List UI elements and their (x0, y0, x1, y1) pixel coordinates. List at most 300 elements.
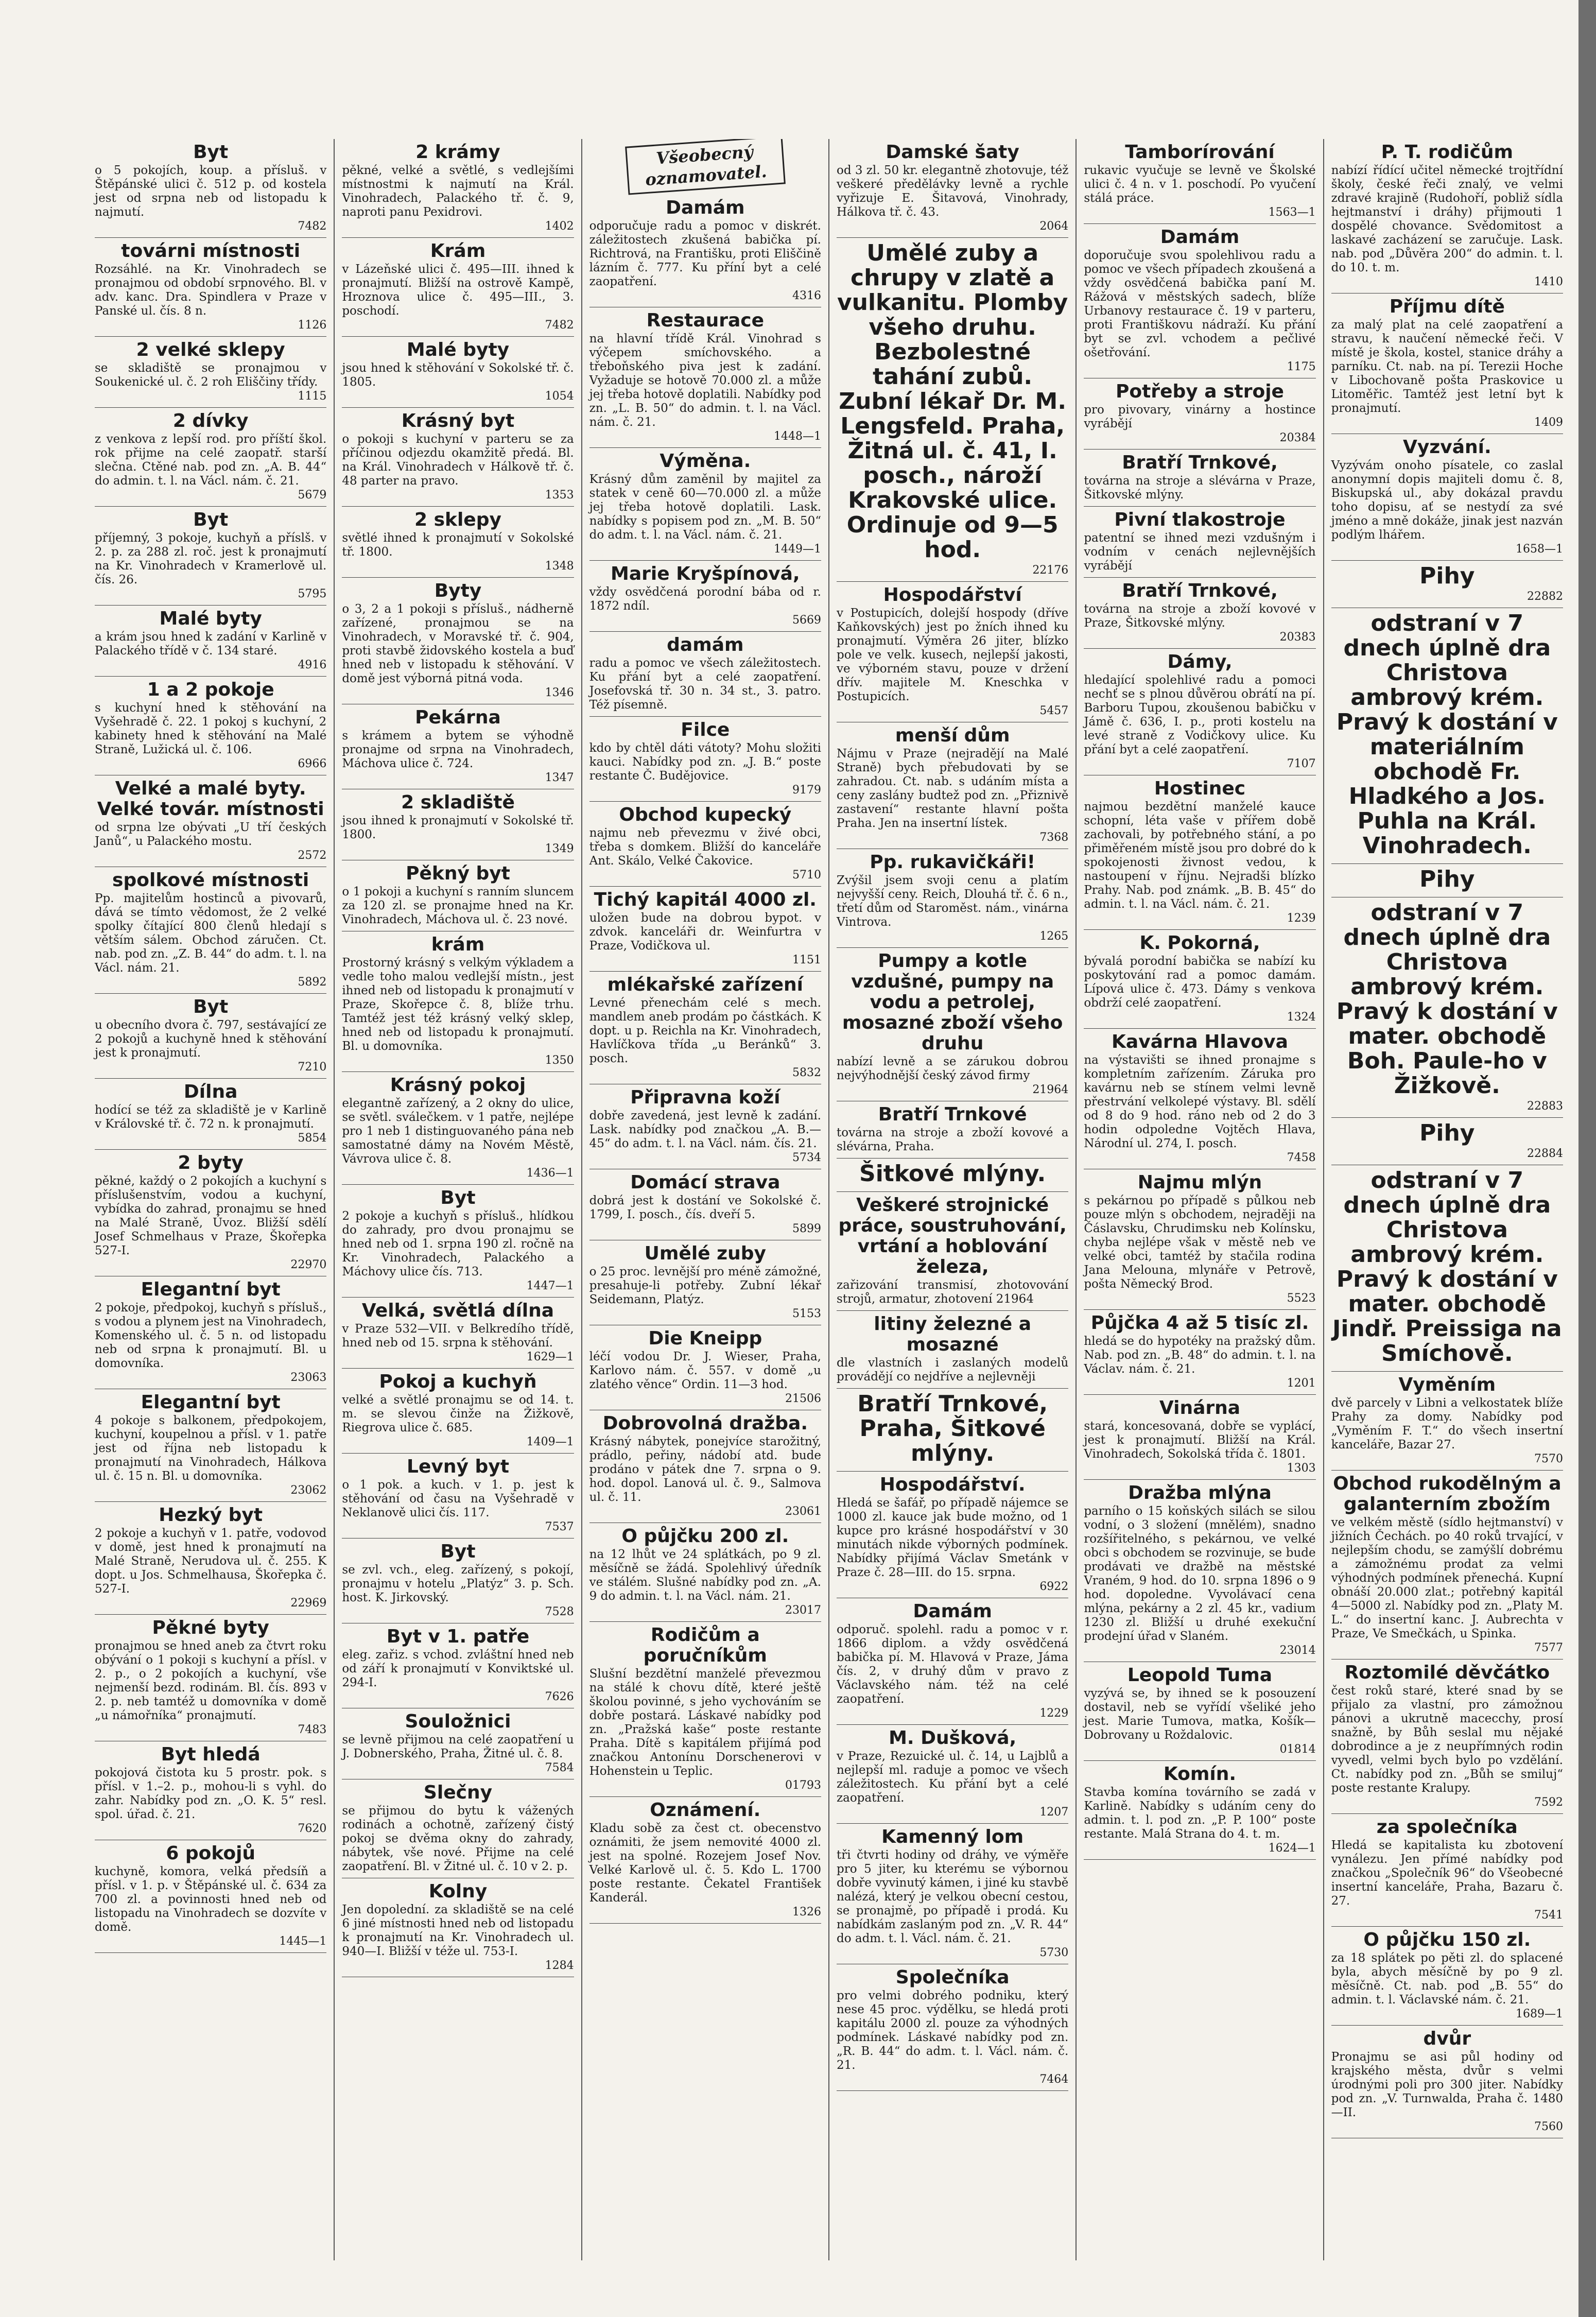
classified-ad (342, 337, 574, 408)
ad-heading: Elegantní byt (141, 1392, 281, 1413)
ad-heading: Rodičům a poručníkům (643, 1624, 767, 1666)
ad-heading: Byt (193, 509, 229, 530)
classified-ad (589, 1797, 821, 1924)
classified-ad (589, 887, 821, 972)
ad-number: 1239 (1287, 912, 1316, 925)
ad-heading: 2 dívky (172, 410, 249, 431)
banner-line: oznamovatel. (644, 161, 768, 190)
classified-ad (589, 1622, 821, 1797)
classified-ad (95, 1615, 326, 1741)
classified-ad (837, 238, 1068, 582)
ad-text: hledající spolehlivé radu a pomoci nechť se s plnou důvěrou obrátí na pí. Barboru Tupou, zkoušenou babičku v Jámě č. 636, I. p., proti kostelu na levé straně z Vodičkovy ulice. Ku přání byt a celé zaopatření. (1084, 673, 1316, 756)
classified-ad (1084, 224, 1315, 378)
ad-number: 21506 (785, 1392, 821, 1405)
ad-number: 5734 (792, 1151, 821, 1164)
ad-number: 22970 (290, 1258, 327, 1271)
ad-text: za malý plat na celé zaopatření a stravu, k naučení německé řeči. V místě je škola, kostel, stanice dráhy a parníku. Ct. nab. na pí. Terezii Hoche v Libochovaně pošta Praskovice u Litoměřic. Tamtéž jest letní byt k pronajmutí. (1331, 318, 1563, 415)
ad-number: 1284 (545, 1959, 574, 1972)
ad-heading: odstraní v 7 dnech úplně dra Christova ambrový krém. Pravý k dostání v materiálním obchodě Fr. Hladkého a Jos. Puhla na Král. Vinohradech. (1336, 610, 1558, 859)
classified-ad (589, 307, 821, 448)
ad-number: 23062 (290, 1484, 327, 1497)
ad-number: 1347 (545, 771, 574, 784)
ad-text: stará, koncesovaná, dobře se vyplácí, jest k pronajmutí. Bližší na Král. Vinohradech, Sokolská třída č. 1801. (1084, 1420, 1316, 1461)
ad-number: 1326 (792, 1906, 821, 1918)
ad-heading: Oznámení. (650, 1800, 761, 1821)
ad-number: 7541 (1534, 1909, 1563, 1922)
ad-number: 9179 (792, 784, 821, 797)
ad-number: 22882 (1526, 590, 1563, 603)
classified-ad (1084, 578, 1315, 649)
ad-number: 1624—1 (1268, 1842, 1316, 1855)
ad-heading: damám (667, 634, 744, 655)
ad-text: s krámem a bytem se výhodně pronajme od srpna na Vinohradech, Máchova ulice č. 724. (342, 729, 574, 770)
classified-ad (1084, 1761, 1315, 1860)
ad-number: 20383 (1279, 631, 1316, 644)
ad-text: světlé ihned k pronajmutí v Sokolské tř. 1800. (342, 531, 574, 559)
ad-number: 20384 (1279, 431, 1316, 444)
ad-heading: Malé byty (159, 608, 262, 629)
ad-number: 4316 (792, 289, 821, 302)
ad-heading: Damám (913, 1601, 992, 1622)
classified-ad (1331, 434, 1563, 561)
classified-ad (1084, 139, 1315, 224)
ad-number: 7570 (1534, 1453, 1563, 1465)
ad-text: Hledá se šafář, po případě nájemce se 1000 zl. kauce jak bude možno, od 1 kupce pro krásné hospodářství v 30 minutách nikde výborných podmínek. Nabídky přijímá Václav Smetánk v Praze č. 28—III. do 15. srpna. (836, 1496, 1069, 1579)
ad-text: najmou bezdětní manželé kauce schopní, léta vaše v přířem době zachovali, by potřebného stání, a po přiměřeném místě jsou pro dobré do k spokojenosti živnost vedou, k nastoupení v říjnu. Nejradši blízko Prahy. Nab. pod známk. „B. B. 45“ do admin. t. l. na Václ. nám. č. 21. (1084, 800, 1316, 911)
classified-ad (837, 1389, 1068, 1472)
ad-heading: 6 pokojů (166, 1843, 256, 1864)
ad-heading: Die Kneipp (648, 1328, 762, 1349)
classified-ad (95, 408, 326, 507)
ad-number: 1353 (545, 489, 574, 502)
ad-heading: M. Dušková, (889, 1727, 1017, 1749)
ad-heading: Umělé zuby (644, 1243, 766, 1264)
classified-ad (1331, 1927, 1563, 2026)
ad-heading: 2 velké sklepy (136, 339, 285, 360)
classified-ad (95, 139, 326, 238)
ad-column (88, 139, 335, 2260)
classified-ad (1331, 2026, 1563, 2138)
classified-ad (1084, 930, 1315, 1029)
ad-text: 4 pokoje s balkonem, předpokojem, kuchyní, koupelnou a přísl. v 1. patře jest od října neb listopadu k pronajmutí na Vinohradech, Hálkova ul. č. 15 n. Bl. u domovníka. (95, 1414, 327, 1483)
ad-text: ve velkém městě (sídlo hejtmanství) v jižních Čechách. po 40 roků trvající, v nejlepším chodu, se zamýšlí dobrému a zámožnému prodat za velmi výhodných podmínek přenechá. Kupní obnáší 20.000 zlat.; potřebný kapitál 4—5000 zl. Nabídky pod zn. „Platy M. L.“ do insertní kanc. J. Aubrechta v Praze, Ve Smečkách, u Spinka. (1331, 1516, 1563, 1640)
ad-text: pěkné, velké a světlé, s vedlejšími místnostmi k najmutí na Král. Vinohradech, Palackého tř. č. 9, naproti panu Pexidrovi. (342, 164, 574, 219)
classified-ad (1331, 1471, 1563, 1659)
ad-text: zařizování transmisí, zhotovování strojů, armatur, zhotovení 21964 (836, 1278, 1069, 1306)
ad-heading: Domácí strava (630, 1172, 780, 1193)
ad-heading: Dílna (183, 1081, 238, 1102)
ad-heading: odstraní v 7 dnech úplně dra Christova ambrový krém. Pravý k dostání v mater. obchodě Boh. Paule-ho v Žižkově. (1336, 900, 1558, 1099)
ad-text: bývalá porodní babička se nabízí ku poskytování rad a pomoc damám. Lípová ulice č. 473. Dámy s venkova obdrží celé zaopatření. (1084, 955, 1316, 1010)
ad-number: 7107 (1287, 757, 1316, 770)
ad-text: patentní se ihned mezi vzdušným i vodním v cenách nejlevnějších vyrábějí (1084, 531, 1316, 573)
ad-heading: Velká, světlá dílna (361, 1300, 554, 1321)
ad-heading: Byt (440, 1541, 476, 1562)
ad-text: eleg. zařiz. s vchod. zvláštní hned neb od září k pronajmutí v Konviktské ul. 294-I. (342, 1648, 574, 1689)
ad-number: 1445—1 (279, 1935, 327, 1948)
ad-text: v Lázeňské ulici č. 495—III. ihned k pronajmutí. Bližší na ostrově Kampě, Hroznova ulice č. 495—III., 3. poschodí. (342, 263, 574, 318)
ad-text: Vyzývám onoho písatele, co zaslal anonymní dopis majiteli domu č. 8, Biskupská ul., aby dokázal pravdu toho dopisu, ať se nestydí za své jméno a mně dokáže, jinak jest nazván podlým lhářem. (1331, 459, 1563, 542)
classified-ad (589, 1523, 821, 1622)
ad-number: 1410 (1534, 275, 1563, 288)
ad-number: 7368 (1039, 831, 1069, 844)
ad-heading: Šitkové mlýny. (859, 1161, 1046, 1187)
classified-ad (95, 1502, 326, 1615)
classified-ad (1084, 1029, 1315, 1169)
ad-heading: Malé byty (406, 339, 510, 360)
ad-number: 7620 (298, 1822, 327, 1835)
ad-heading: Damské šaty (886, 142, 1019, 163)
classified-ad (837, 1311, 1068, 1389)
ad-text: doporučuje svou spolehlivou radu a pomoc ve všech případech zkoušená a vždy osvědčená babička paní M. Rážová v městských sadech, blíže Urbanovy restaurace č. 19 v parteru, proti Františkovu nádraží. Ku přání byt se zvl. vchodem a pečlivé ošetřování. (1084, 249, 1316, 359)
ad-number: 1346 (545, 686, 574, 699)
ad-heading: Hostinec (1154, 778, 1246, 799)
ad-heading: Hezký byt (159, 1505, 263, 1526)
ad-heading: spolkové místnosti (112, 870, 309, 891)
classified-ad (589, 802, 821, 887)
ad-number: 7577 (1534, 1641, 1563, 1654)
ad-text: odporuč. spolehl. radu a pomoc v r. 1866 diplom. a vždy osvědčená babička pí. M. Hlavová v Praze, Jáma čís. 2, v druhý dům v pravo z Václavského nám. též na celé zaopatření. (836, 1623, 1069, 1706)
ad-number: 1151 (792, 954, 821, 966)
classified-ad (837, 1158, 1068, 1192)
ad-number: 5795 (298, 587, 327, 600)
ad-text: čest roků staré, které snad by se přijalo za vlastní, pro zámožnou pánovi a ukrutně macecchy, prosí snažně, by Bůh seslal mu nějaké dobrodince a je z neupřímných rodin vyvedl, velmi bych bylo po vzdělání. Ct. nabídky pod zn. „Bůh se smiluj“ poste restante Kralupy. (1331, 1684, 1563, 1795)
ad-text: Pp. majitelům hostinců a pivovarů, dává se tímto vědomost, že 2 velké spolky čítající 800 členů hledají s větším sálem. Obchod záručen. Ct. nab. pod zn. „Z. B. 44“ do adm. t. l. na Václ. nám. 21. (95, 892, 327, 975)
ad-heading: Pihy (1419, 866, 1475, 892)
ad-text: s pekárnou po případě s půlkou neb pouze mlýn s obchodem, nejraději na Čáslavsku, Chrudimsku neb Kolínsku, chyba nejlépe však v městě neb ve velké obci, tamtéž by stačila rodina Jana Melouna, mlynáře v Petrově, pošta Německý Brod. (1084, 1194, 1316, 1291)
classified-ad (342, 238, 574, 337)
ad-heading: mlékařské zařízení (607, 974, 803, 995)
classified-ad (589, 561, 821, 632)
ad-number: 7528 (545, 1605, 574, 1618)
ad-heading: Krám (430, 240, 486, 262)
ad-number: 6966 (298, 757, 327, 770)
ad-number: 22969 (290, 1597, 327, 1610)
classified-ad (1331, 561, 1563, 608)
ad-text: Slušní bezdětní manželé převezmou na stálé k chovu dítě, které ještě školou povinné, s jeho vychováním se dobře postará. Láskavé nabídky pod zn. „Pražská kaše“ poste restante Praha. Dítě s kapitálem přijímá pod značkou Antonínu Dorschenerovi v Hohenstein u Teplic. (589, 1667, 821, 1778)
ad-heading: Byty (434, 580, 482, 601)
ad-text: se přijmou do bytu k vážených rodinách a ochotně, zařízený čistý pokoj se dvěma okny do zahrady, nábytek, vše nové. Přijme na celé zaopatření. Bl. v Žitné ul. č. 10 v 2. p. (342, 1804, 574, 1873)
ad-number: 22883 (1526, 1100, 1563, 1113)
classified-ad (1331, 1372, 1563, 1471)
ad-heading: 2 krámy (415, 142, 500, 163)
ad-heading: Kamenný lom (881, 1826, 1024, 1847)
classified-ad (342, 860, 574, 931)
ad-number: 5899 (792, 1222, 821, 1235)
ad-column (1077, 139, 1324, 2260)
ad-heading: Potřeby a stroje (1115, 381, 1284, 402)
ad-number: 7210 (298, 1061, 327, 1074)
ad-heading: Komín. (1163, 1763, 1237, 1785)
ad-text: najmu neb převezmu v živé obci, třeba s domkem. Bližší do kanceláře Ant. Skálo, Velké Čakovice. (589, 826, 821, 868)
ad-text: kdo by chtěl dáti vátoty? Mohu složiti kauci. Nabídky pod zn. „J. B.“ poste restante Č. Budějovice. (589, 741, 821, 783)
ad-heading: Veškeré strojnické práce, soustruhování, vrtání a hoblování železa, (838, 1195, 1067, 1277)
ad-heading: Slečny (423, 1782, 493, 1803)
ad-text: továrna na stroje a zboží kovové v Praze, Šitkovské mlýny. (1084, 602, 1316, 630)
ad-number: 1207 (1039, 1806, 1069, 1819)
ad-heading: Obchod kupecký (619, 804, 792, 825)
ad-heading: Výměna. (660, 451, 751, 472)
classified-ad (95, 337, 326, 408)
ad-text: Hledá se kapitalista ku zbotovení vynálezu. Jen přímé nabídky pod značkou „Společník 96“ do Všeobecné insertní kanceláře, Praha, Bazaru č. 27. (1331, 1839, 1563, 1908)
ad-heading: Dámy, (1167, 651, 1233, 672)
ad-number: 1349 (545, 842, 574, 855)
ad-number: 7482 (298, 220, 327, 233)
classified-ad (1084, 1395, 1315, 1480)
ad-heading: Pěkný byt (406, 863, 510, 884)
ad-number: 5669 (792, 614, 821, 627)
ad-text: u obecního dvora č. 797, sestávající ze 2 pokojů a kuchyně hned k stěhování jest k pronajmutí. (95, 1018, 327, 1060)
ad-text: se skladiště se pronajmou v Soukenické ul. č. 2 roh Eliščiny třídy. (95, 361, 327, 389)
classified-ad (1084, 1169, 1315, 1310)
classified-ad (1084, 649, 1315, 775)
ad-number: 1689—1 (1515, 2008, 1563, 2020)
classified-ad (837, 1101, 1068, 1158)
ad-text: o 1 pok. a kuch. v 1. p. jest k stěhování od času na Vyšehradě v Neklanově ulici čís. 117. (342, 1478, 574, 1519)
classified-ad (1331, 293, 1563, 434)
classified-ad (1084, 507, 1315, 578)
classified-ad (1084, 1662, 1315, 1761)
classified-ad (589, 1410, 821, 1523)
classified-ad (1084, 1310, 1315, 1395)
ad-number: 6922 (1039, 1580, 1069, 1593)
classified-ad (95, 606, 326, 677)
ad-text: od 3 zl. 50 kr. elegantně zhotovuje, též veškeré předělávky levně a rychle vyřizuje E. Šitavová, Vinohrady, Hálkova tř. č. 43. (836, 164, 1069, 219)
ad-number: 5679 (298, 489, 327, 502)
ad-number: 1409—1 (526, 1436, 574, 1448)
ad-number: 1175 (1287, 360, 1316, 373)
ad-text: o 3, 2 a 1 pokoji s přísluš., nádherně zařízené, pronajmou se na Vinohradech, v Moravské tř. č. 904, proti stavbě židovského kostela a buď hned neb v listopadu k stěhování. V domě jest výborná pitná voda. (342, 602, 574, 685)
ad-heading: Dražba mlýna (1128, 1482, 1272, 1503)
classified-ad (95, 1741, 326, 1840)
ad-text: dvě parcely v Libni a velkostatek blíže Prahy za domy. Nabídky pod „Vyměním F. T.“ do všech insertní kanceláře, Bazar 27. (1331, 1396, 1563, 1451)
ad-text: Pronajmu se asi půl hodiny od krajského města, dvůr s velmi úrodnými poli pro 300 jiter. Nabídky pod zn. „V. Turnwalda, Praha č. 1480—II. (1331, 2050, 1563, 2119)
newspaper-sheet (88, 139, 1570, 2260)
classified-ad (837, 849, 1068, 948)
ad-number: 2064 (1039, 220, 1069, 233)
ad-number: 1350 (545, 1054, 574, 1067)
classified-ad (589, 972, 821, 1084)
classified-ad (342, 408, 574, 507)
classified-ad (1331, 1118, 1563, 1165)
ad-text: radu a pomoc ve všech záležitostech. Ku přání byt a celé zaopatření. Josefovská tř. 30 n. 34 st., 3. patro. Též písemně. (589, 656, 821, 712)
ad-heading: O půjčku 200 zl. (621, 1526, 789, 1547)
ad-text: elegantně zařízený, a 2 okny do ulice, se světl. sválečkem. v 1 patře, nejlépe pro 1 neb 1 distinguovaného pána neb samostatné dámy na Novém Městě, Vávrova ulice č. 8. (342, 1097, 574, 1166)
ad-number: 1348 (545, 560, 574, 573)
ad-number: 23061 (785, 1505, 821, 1518)
ad-heading: Leopold Tuma (1127, 1665, 1273, 1686)
ad-heading: Pěkné byty (152, 1617, 269, 1638)
ad-number: 2572 (298, 849, 327, 862)
classified-ad (342, 139, 574, 238)
ad-heading: litiny železné a mosazné (874, 1313, 1032, 1355)
classified-ad (1331, 608, 1563, 864)
ad-number: 7592 (1534, 1796, 1563, 1809)
ad-text: odporučuje radu a pomoc v diskrét. záležitostech zkušená babička pí. Richtrová, na Františku, proti Eliščině lázním č. 777. Ku příní byt a celé zaopatření. (589, 219, 821, 288)
ad-text: a krám jsou hned k zadání v Karlině v Palackého třídě v č. 134 staré. (95, 630, 327, 658)
ad-number: 1229 (1039, 1707, 1069, 1720)
ad-text: hodící se též za skladiště je v Karlině v Královské tř. č. 72 n. k pronajmutí. (95, 1103, 327, 1131)
classified-ad (342, 1538, 574, 1623)
classified-ad (837, 582, 1068, 722)
ad-text: v Praze, Rezuické ul. č. 14, u Lajblů a nejlepší ml. raduje a pomoc ve všech záležitostech. Ku přání byt a celé zaopatření. (836, 1750, 1069, 1805)
ad-heading: Tichý kapitál 4000 zl. (594, 889, 817, 910)
ad-text: Zvýšil jsem svoji cenu a platím nejvyšší ceny. Reich, Dlouhá tř. č. 6 n., třetí dům od Staroměst. nám., vinárna Vintrova. (836, 874, 1069, 929)
banner-line: Všeobecný (655, 142, 754, 168)
ad-number: 1658—1 (1515, 543, 1563, 556)
ad-number: 7584 (545, 1761, 574, 1774)
ad-text: rukavic vyučuje se levně ve Školské ulici č. 4 n. v 1. poschodí. Po vyučení stálá práce. (1084, 164, 1316, 205)
classified-ad (837, 1598, 1068, 1725)
ad-number: 1563—1 (1268, 206, 1316, 219)
ad-heading: Restaurace (646, 310, 765, 331)
ad-number: 5854 (298, 1132, 327, 1145)
classified-ad (342, 1623, 574, 1708)
ad-heading: Bratří Trnkové, (1122, 452, 1278, 473)
ad-number: 1115 (298, 390, 327, 403)
ad-number: 1409 (1534, 416, 1563, 429)
classified-ad (95, 775, 326, 867)
classified-ad (1084, 378, 1315, 449)
ad-heading: Bratří Trnkové (878, 1104, 1027, 1125)
ad-heading: Vinárna (1159, 1397, 1241, 1419)
ad-heading: Roztomilé děvčátko (1344, 1662, 1550, 1683)
ad-text: Nájmu v Praze (nejradějí na Malé Straně) bych přebudovati by se zahradou. Ct. nab. s udáním místa a ceny zaslány budtež pod zn. „Přiznivě zastavení“ restante hlavní pošta Praha. Jen na insertní lístek. (836, 747, 1069, 830)
ad-number: 4916 (298, 659, 327, 671)
classified-ad (1084, 1480, 1315, 1662)
classified-ad (342, 1369, 574, 1454)
ad-number: 1126 (298, 319, 327, 332)
ad-heading: Bratří Trnkové, Praha, Šitkové mlýny. (857, 1391, 1048, 1466)
ad-text: pokojová čistota ku 5 prostr. pok. s přísl. v 1.–2. p., mohou-li s vyhl. do zahr. Nabídky pod zn. „O. K. 5“ resl. spol. úřad. č. 21. (95, 1766, 327, 1821)
ad-number: 5457 (1039, 704, 1069, 717)
ad-heading: Elegantní byt (141, 1279, 281, 1300)
ad-number: 7626 (545, 1690, 574, 1703)
ad-number: 5832 (792, 1066, 821, 1079)
ad-column (1324, 139, 1570, 2260)
ad-heading: Hospodářství (883, 584, 1022, 606)
ad-heading: továrni místnosti (121, 240, 301, 262)
classified-ad (837, 1192, 1068, 1311)
ad-number: 7483 (298, 1723, 327, 1736)
ad-text: o pokoji s kuchyní v parteru se za příčinou odjezdu okamžitě předá. Bl. na Král. Vinohradech v Hálkově tř. č. 48 parter na pravo. (342, 433, 574, 488)
classified-ad (589, 1169, 821, 1240)
classified-ad (837, 948, 1068, 1101)
ad-text: tři čtvrti hodiny od dráhy, ve výměře pro 5 jiter, ku kterému se výbornou dobře vyvinutý kámen, i jiné ku stavbě nalézá, který je velkou obecní cestou, se pronajmě, po případě i prodá. Ku nabídkám zaslaným pod zn. „V. R. 44“ do adm. t. l. Václ. nám. č. 21. (836, 1848, 1069, 1945)
ad-text: příjemný, 3 pokoje, kuchyň a příslš. v 2. p. za 288 zl. roč. jest k pronajmutí na Kr. Vinohradech v Kramerlově ul. čís. 26. (95, 531, 327, 586)
ad-column (335, 139, 582, 2260)
ad-number: 1629—1 (526, 1351, 574, 1363)
ad-heading: 1 a 2 pokoje (147, 679, 274, 700)
ad-text: v Postupicích, dolejší hospody (dříve Kaňkovských) jest po žních ihned ku pronajmutí. Výměra 26 jiter, blízko pole ve velk. kusech, nejlepší jakosti, ve výborném stavu, pouze v držení dřív. majitele M. Kneschka v Postupicích. (836, 607, 1069, 703)
classified-ad (95, 238, 326, 337)
classified-ad (342, 1878, 574, 1977)
ad-text: dobrá jest k dostání ve Sokolské č. 1799, I. posch., čís. dveří 5. (589, 1194, 821, 1221)
ad-heading: Byt (193, 142, 229, 163)
ad-heading: 2 skladiště (401, 792, 515, 813)
classified-ad (342, 789, 574, 860)
ad-text: pro pivovary, vinárny a hostince vyrábějí (1084, 403, 1316, 430)
ad-heading: 2 byty (178, 1152, 244, 1173)
ad-heading: P. T. rodičům (1381, 142, 1513, 163)
classified-ad (1084, 449, 1315, 507)
ad-heading: O půjčku 150 zl. (1363, 1929, 1531, 1950)
classified-ad (1331, 139, 1563, 293)
ad-text: dle vlastních i zaslaných modelů provádějí co nejdříve a nejlevněji (836, 1356, 1069, 1384)
ad-number: 7537 (545, 1520, 574, 1533)
ad-heading: Společníka (895, 1967, 1010, 1988)
ad-text: dobře zavedená, jest levně k zadání. Lask. nabídky pod značkou „A. B.—45“ do adm. t. l. na Václ. nám. čís. 21. (589, 1109, 821, 1150)
classified-ad (1331, 864, 1563, 897)
classified-ad (342, 704, 574, 789)
ad-number: 7458 (1287, 1151, 1316, 1164)
ad-text: za 18 splátek po pěti zl. do splacené byla, abych měsíčně by po 9 zl. měsíčně. Ct. nab. pod „B. 55“ do admin. t. l. Václavské nám. č. 21. (1331, 1951, 1563, 2007)
ad-heading: Dobrovolná dražba. (602, 1413, 808, 1434)
ad-text: Krásný dům zaměnil by majitel za statek v ceně 60—70.000 zl. a může jej třeba hotově doplatili. Lask. nabídky s popisem pod zn. „M. B. 50“ do adm. t. l. na Václ. nám. č. 21. (589, 473, 821, 542)
ad-heading: Byt hledá (161, 1744, 261, 1765)
classified-ad (342, 1185, 574, 1298)
ad-number: 22884 (1526, 1147, 1563, 1160)
ad-heading: krám (431, 934, 485, 955)
classified-ad (95, 1840, 326, 1953)
ad-heading: Byt (440, 1187, 476, 1208)
ad-text: továrna na stroje a slévárna v Praze, Šitkovské mlýny. (1084, 474, 1316, 502)
ad-number: 1436—1 (526, 1167, 574, 1180)
ad-number: 23017 (785, 1604, 821, 1617)
ad-heading: Pekárna (415, 707, 501, 728)
ad-heading: Damám (666, 197, 745, 218)
ad-heading: Byt (193, 996, 229, 1017)
ad-number: 1402 (545, 220, 574, 233)
ad-text: továrna na stroje a zboží kovové a slévárna, Praha. (836, 1126, 1069, 1153)
ad-column (829, 139, 1077, 2260)
ad-number: 5892 (298, 976, 327, 989)
ad-heading: K. Pokorná, (1139, 932, 1260, 954)
ad-heading: Najmu mlýn (1137, 1172, 1262, 1193)
ad-heading: Hospodářství. (879, 1474, 1026, 1495)
ad-number: 5730 (1039, 1946, 1069, 1959)
classified-ad (342, 578, 574, 704)
ad-number: 5523 (1287, 1292, 1316, 1305)
ad-text: Stavba komína továrního se zadá v Karlině. Nabídky s udáním ceny do admin. t. l. pod zn. „P. P. 100“ poste restante. Malá Strana do 4. t. m. (1084, 1786, 1316, 1841)
classified-ad (837, 1725, 1068, 1824)
ad-number: 1449—1 (773, 543, 821, 556)
ad-heading: Připravna koží (630, 1087, 780, 1108)
classified-ad (1084, 775, 1315, 930)
ad-number: 22176 (1032, 564, 1069, 577)
classified-ad (1331, 1165, 1563, 1372)
ad-text: vyzývá se, by ihned se k posouzení dostavil, neb se vyřídí všeliké jeho jest. Marie Tumova, matka, Košík—Dobrovany u Roždalovic. (1084, 1687, 1316, 1742)
classified-ad (95, 1150, 326, 1276)
ad-number: 7560 (1534, 2120, 1563, 2133)
section-banner (625, 139, 786, 195)
ad-text: kuchyně, komora, velká předsíň a přísl. v 1. p. v Štěpánské ul. č. 634 za 700 zl. a povinnosti hned neb od listopadu na Vinohradech se dozvíte v domě. (95, 1865, 327, 1934)
ad-number: 23014 (1279, 1644, 1316, 1657)
classified-ad (95, 1079, 326, 1150)
ad-heading: Kolny (428, 1881, 488, 1902)
classified-ad (589, 1325, 821, 1410)
ad-text: se levně přijmou na celé zaopatření u J. Dobnerského, Praha, Žitné ul. č. 8. (342, 1733, 574, 1760)
classified-ad (95, 1276, 326, 1389)
ad-text: s kuchyní hned k stěhování na Vyšehradě č. 22. 1 pokoj s kuchyní, 2 kabinety hned k stěhování na Malé Straně, Lužická ul. č. 106. (95, 701, 327, 756)
ad-number: 1265 (1039, 930, 1069, 943)
ad-number: 1303 (1287, 1462, 1316, 1475)
ad-heading: Souložnici (405, 1711, 511, 1732)
ad-number: 01814 (1279, 1743, 1316, 1756)
ad-text: na hlavní třídě Král. Vinohrad s výčepem smíchovského. a třeboňského piva jest k zadání. Vyžaduje se hotově 70.000 zl. a může jej třeba hotově doplatili. Nabídky pod zn. „L. B. 50“ do admin. t. l. na Václ. nám. č. 21. (589, 332, 821, 429)
ad-text: jsou hned k stěhování v Sokolské tř. č. 1805. (342, 361, 574, 389)
classified-ad (342, 1708, 574, 1779)
